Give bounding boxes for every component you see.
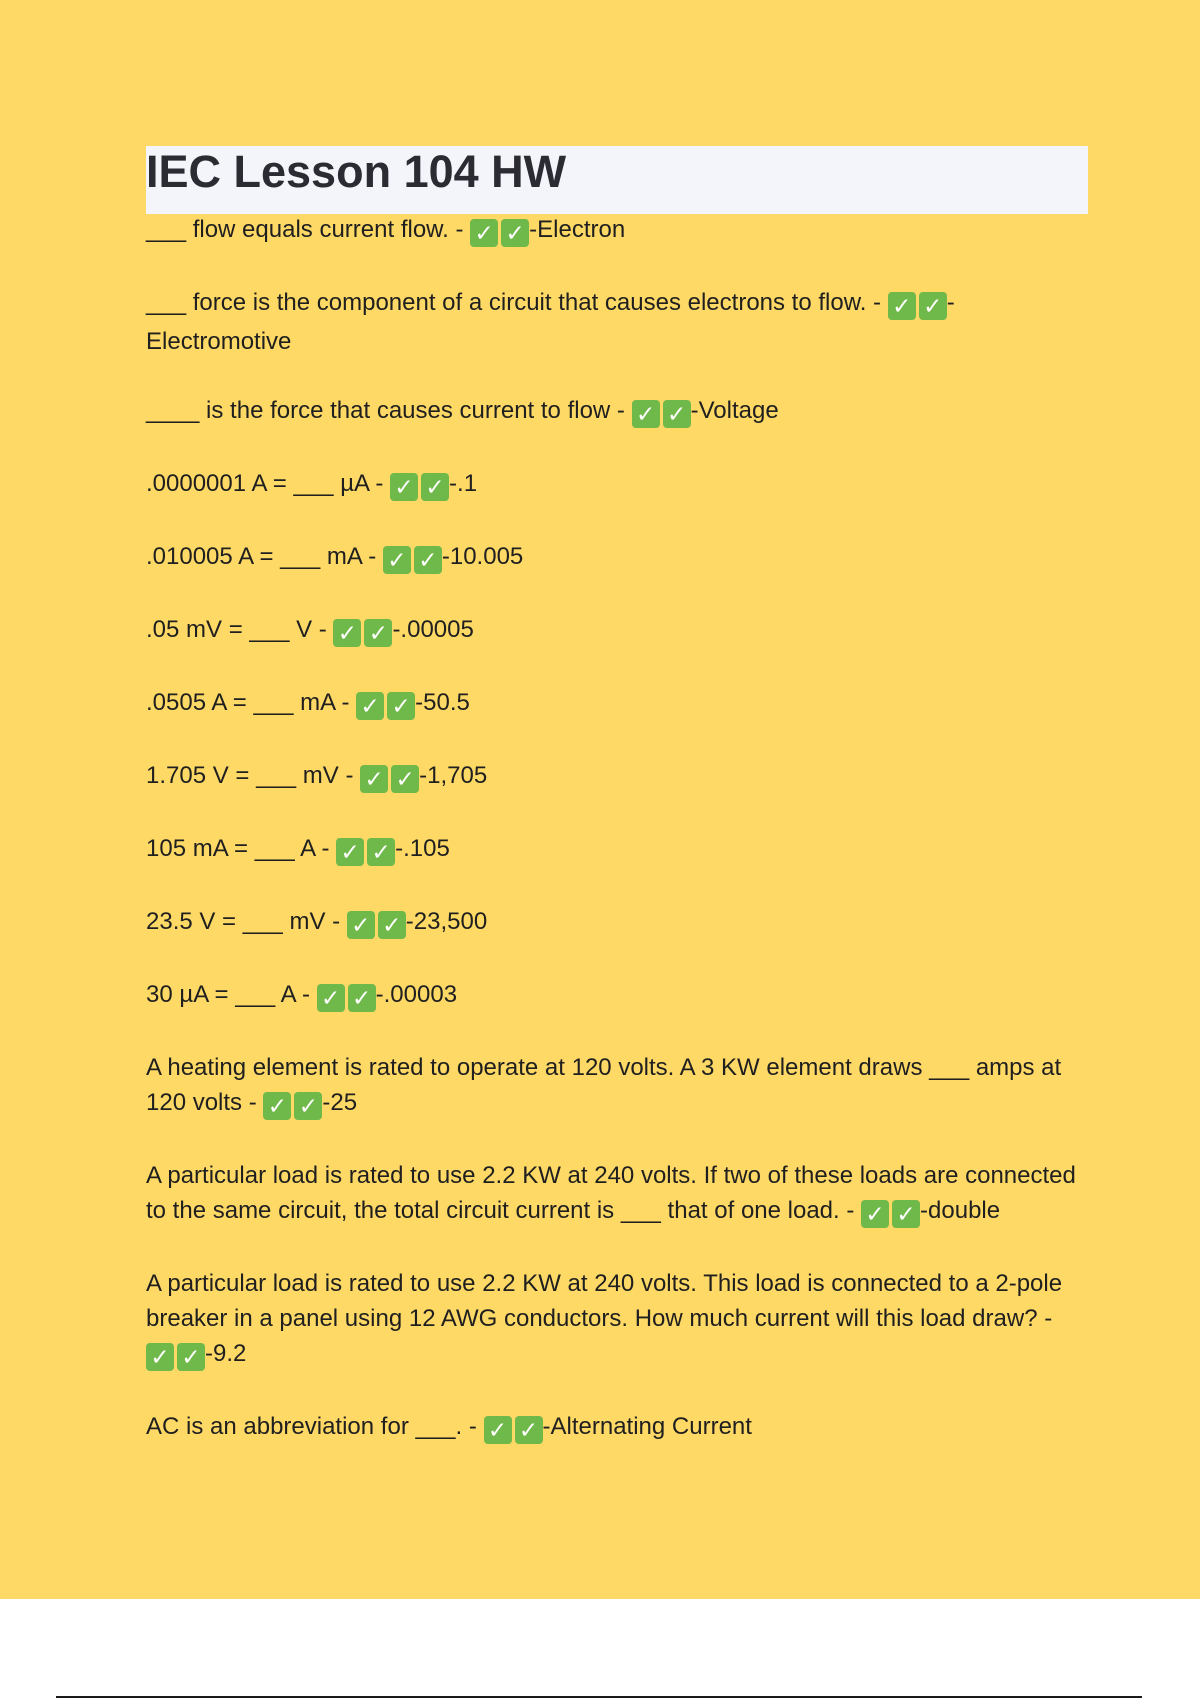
answer-text: -Electromotive bbox=[146, 289, 955, 355]
qa-item bbox=[146, 758, 1076, 797]
check-mark-icon: ✓ bbox=[892, 1200, 920, 1228]
answer-text: -double bbox=[920, 1197, 1001, 1224]
answer-text: -23,500 bbox=[405, 908, 488, 935]
check-mark-icon: ✓ bbox=[484, 1416, 512, 1444]
check-mark-icon: ✓ bbox=[333, 619, 361, 647]
check-mark-icon: ✓ bbox=[383, 546, 411, 574]
question-text: ___ flow equals current flow. - bbox=[146, 216, 464, 243]
check-mark-icon: ✓ bbox=[177, 1343, 205, 1371]
question-text: 23.5 V = ___ mV - bbox=[146, 908, 341, 935]
question-text: A heating element is rated to operate at 120 volts. A 3 KW element draws ___ amps at 120 volts - bbox=[146, 1054, 1062, 1116]
qa-item bbox=[146, 1158, 1076, 1232]
question-text: 1.705 V = ___ mV - bbox=[146, 762, 354, 789]
question-text: ___ force is the component of a circuit that causes electrons to flow. - bbox=[146, 289, 882, 316]
question-text: .010005 A = ___ mA - bbox=[146, 543, 377, 570]
check-mark-icon: ✓ bbox=[501, 219, 529, 247]
check-mark-icon: ✓ bbox=[263, 1092, 291, 1120]
answer-text: -9.2 bbox=[205, 1340, 247, 1367]
double-check-icon bbox=[383, 543, 442, 578]
answer-text: -1,705 bbox=[419, 762, 488, 789]
qa-item bbox=[146, 466, 1076, 505]
check-mark-icon: ✓ bbox=[364, 619, 392, 647]
question-text: .0505 A = ___ mA - bbox=[146, 689, 350, 716]
check-mark-icon: ✓ bbox=[391, 765, 419, 793]
check-mark-icon: ✓ bbox=[421, 473, 449, 501]
check-mark-icon: ✓ bbox=[294, 1092, 322, 1120]
question-text: 30 µA = ___ A - bbox=[146, 981, 310, 1008]
check-mark-icon: ✓ bbox=[470, 219, 498, 247]
double-check-icon bbox=[356, 689, 415, 724]
double-check-icon bbox=[146, 1340, 205, 1375]
answer-text: -Alternating Current bbox=[542, 1413, 752, 1440]
check-mark-icon: ✓ bbox=[146, 1343, 174, 1371]
check-mark-icon: ✓ bbox=[348, 984, 376, 1012]
double-check-icon bbox=[861, 1197, 920, 1232]
check-mark-icon: ✓ bbox=[632, 400, 660, 428]
answer-text: -25 bbox=[322, 1089, 358, 1116]
qa-item bbox=[146, 904, 1076, 943]
qa-item bbox=[146, 977, 1076, 1016]
double-check-icon bbox=[484, 1413, 543, 1448]
check-mark-icon: ✓ bbox=[387, 692, 415, 720]
question-text: A particular load is rated to use 2.2 KW at 240 volts. This load is connected to a 2-pole breaker in a panel using 12 AWG conductors. How much current will this load draw? - bbox=[146, 1270, 1063, 1332]
double-check-icon bbox=[390, 470, 449, 505]
double-check-icon bbox=[263, 1089, 322, 1124]
answer-text: -.105 bbox=[395, 835, 450, 862]
question-text: 105 mA = ___ A - bbox=[146, 835, 330, 862]
qa-item bbox=[146, 612, 1076, 651]
check-mark-icon: ✓ bbox=[515, 1416, 543, 1444]
answer-text: -50.5 bbox=[415, 689, 470, 716]
double-check-icon bbox=[336, 835, 395, 870]
double-check-icon bbox=[888, 289, 947, 324]
check-mark-icon: ✓ bbox=[390, 473, 418, 501]
check-mark-icon: ✓ bbox=[360, 765, 388, 793]
document-title: IEC Lesson 104 HW bbox=[146, 146, 567, 197]
footer-divider bbox=[56, 1696, 1142, 1698]
check-mark-icon: ✓ bbox=[336, 838, 364, 866]
check-mark-icon: ✓ bbox=[367, 838, 395, 866]
check-mark-icon: ✓ bbox=[356, 692, 384, 720]
double-check-icon bbox=[470, 216, 529, 251]
check-mark-icon: ✓ bbox=[663, 400, 691, 428]
double-check-icon bbox=[347, 908, 406, 943]
answer-text: -Electron bbox=[529, 216, 626, 243]
question-text: .05 mV = ___ V - bbox=[146, 616, 327, 643]
check-mark-icon: ✓ bbox=[888, 292, 916, 320]
answer-text: -.1 bbox=[449, 470, 478, 497]
check-mark-icon: ✓ bbox=[378, 911, 406, 939]
double-check-icon bbox=[632, 397, 691, 432]
question-text: .0000001 A = ___ µA - bbox=[146, 470, 384, 497]
check-mark-icon: ✓ bbox=[919, 292, 947, 320]
question-text: ____ is the force that causes current to flow - bbox=[146, 397, 625, 424]
answer-text: -.00003 bbox=[375, 981, 458, 1008]
check-mark-icon: ✓ bbox=[347, 911, 375, 939]
qa-item bbox=[146, 1409, 1076, 1448]
check-mark-icon: ✓ bbox=[414, 546, 442, 574]
answer-text: -Voltage bbox=[690, 397, 779, 424]
question-text: A particular load is rated to use 2.2 KW at 240 volts. If two of these loads are connected to the same circuit, the total circuit current is ___ that of one load. - bbox=[146, 1162, 1076, 1224]
qa-item bbox=[146, 1050, 1076, 1124]
check-mark-icon: ✓ bbox=[861, 1200, 889, 1228]
qa-item bbox=[146, 1266, 1076, 1375]
answer-text: -10.005 bbox=[441, 543, 524, 570]
answer-text: -.00005 bbox=[392, 616, 474, 643]
qa-item bbox=[146, 212, 1076, 251]
double-check-icon bbox=[333, 616, 392, 651]
check-mark-icon: ✓ bbox=[317, 984, 345, 1012]
qa-item bbox=[146, 685, 1076, 724]
qa-item bbox=[146, 393, 1076, 432]
qa-item bbox=[146, 285, 1076, 359]
double-check-icon bbox=[317, 981, 376, 1016]
question-answer-list bbox=[146, 212, 1076, 1482]
qa-item bbox=[146, 539, 1076, 578]
double-check-icon bbox=[360, 762, 419, 797]
question-text: AC is an abbreviation for ___. - bbox=[146, 1413, 477, 1440]
qa-item bbox=[146, 831, 1076, 870]
